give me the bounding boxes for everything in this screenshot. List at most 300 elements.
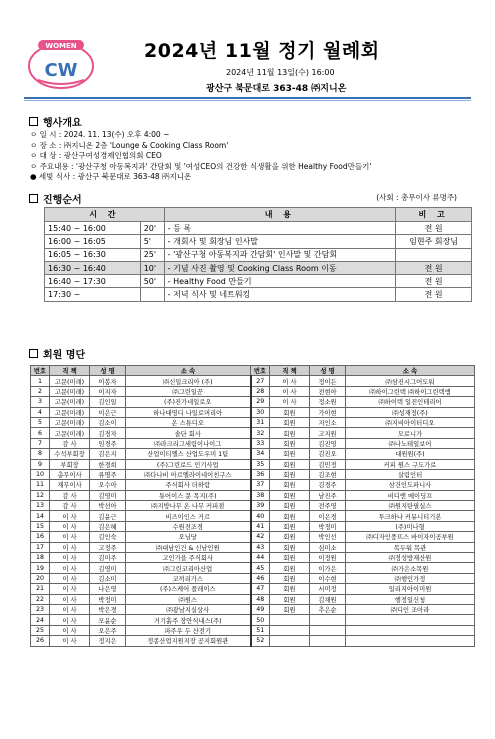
- member-company: [346, 636, 475, 646]
- member-number: 26: [31, 636, 50, 646]
- schedule-note: 임현주 회장님: [396, 235, 472, 248]
- member-row: [31, 511, 475, 521]
- member-position: 이 사: [50, 563, 90, 573]
- schedule-note: 전 원: [396, 275, 472, 288]
- member-row: [31, 428, 475, 438]
- member-number: 44: [251, 553, 270, 563]
- member-company: ㈜하이텍 일진인테리어: [346, 397, 475, 407]
- members-table: [30, 365, 475, 647]
- member-position: 이 사: [50, 636, 90, 646]
- member-company: 고인가을 주식회사: [126, 553, 251, 563]
- member-company: 삼건인도파니사: [346, 480, 475, 490]
- member-number: 45: [251, 563, 270, 573]
- member-company: ㈜라크리그세림이나이그: [126, 438, 251, 448]
- member-position: 회원: [270, 542, 310, 552]
- member-number: 32: [251, 428, 270, 438]
- member-number: 16: [31, 532, 50, 542]
- member-company: [346, 625, 475, 635]
- schedule-header-note: 비 고: [396, 208, 472, 222]
- member-number: 9: [31, 459, 50, 469]
- member-company: 수원전조경: [126, 521, 251, 531]
- schedule-row: [45, 261, 472, 274]
- member-position: 이 사: [50, 584, 90, 594]
- schedule-duration: 50': [140, 275, 164, 288]
- member-position: 이 사: [50, 542, 90, 552]
- member-position: 고문(미래): [50, 376, 90, 386]
- member-position: 감 사: [50, 438, 90, 448]
- member-position: 감 사: [50, 490, 90, 500]
- member-position: 수석부회장: [50, 449, 90, 459]
- schedule-time: 16:05 ~ 16:30: [45, 248, 141, 261]
- member-name: 박은경: [90, 604, 126, 614]
- member-row: [31, 459, 475, 469]
- member-position: [270, 636, 310, 646]
- member-number: 37: [251, 480, 270, 490]
- member-company: ㈜행인가정: [346, 573, 475, 583]
- member-number: 23: [31, 604, 50, 614]
- checkbox-square-icon: [29, 349, 38, 358]
- schedule-note: 전 원: [396, 288, 472, 301]
- member-row: [31, 563, 475, 573]
- member-position: 회원: [270, 501, 310, 511]
- schedule-header-content: 내 용: [164, 208, 396, 222]
- member-name: 이봉자: [90, 376, 126, 386]
- schedule-content: - Healthy Food 만들기: [164, 275, 396, 288]
- member-number: 5: [31, 417, 50, 427]
- member-number: 19: [31, 563, 50, 573]
- member-name: 김경주: [310, 480, 346, 490]
- member-name: 전주영: [310, 501, 346, 511]
- member-company: ㈜나노테일보어: [346, 438, 475, 448]
- member-position: 회원: [270, 584, 310, 594]
- member-company: ㈜삼진시그어도워: [346, 376, 475, 386]
- member-name: 이은경: [310, 511, 346, 521]
- member-company: (주)미나형: [346, 521, 475, 531]
- overview-line-date: ㅇ 일 시 : 2024. 11. 13(수) 오후 4:00 ~: [30, 130, 170, 139]
- member-position: 재무이사: [50, 480, 90, 490]
- member-position: 이 사: [50, 532, 90, 542]
- organization-logo: [24, 34, 98, 94]
- member-row: [31, 417, 475, 427]
- member-number: 18: [31, 553, 50, 563]
- member-position: 이 사: [270, 376, 310, 386]
- member-name: 오수아: [90, 480, 126, 490]
- member-position: 총무이사: [50, 469, 90, 479]
- members-header-row: [31, 366, 475, 376]
- member-position: [270, 615, 310, 625]
- member-position: 회원: [270, 438, 310, 448]
- member-name: 김윤근: [90, 511, 126, 521]
- schedule-duration: 25': [140, 248, 164, 261]
- member-number: 50: [251, 615, 270, 625]
- checkbox-square-icon: [29, 117, 38, 126]
- member-name: 남진주: [310, 490, 346, 500]
- member-name: 정소원: [310, 397, 346, 407]
- schedule-header-row: [45, 208, 472, 222]
- member-number: 28: [251, 386, 270, 396]
- member-number: 31: [251, 417, 270, 427]
- schedule-content: - 개회사 및 회장님 인사말: [164, 235, 396, 248]
- member-position: 회원: [270, 480, 310, 490]
- members-header-cell: 성 명: [310, 366, 346, 376]
- member-name: 김인일: [90, 397, 126, 407]
- member-position: 고문(미래): [50, 428, 90, 438]
- members-header-cell: 소 속: [346, 366, 475, 376]
- schedule-content: - 저녁 식사 및 네트워킹: [164, 288, 396, 301]
- member-company: 투크하나 커뮤니티기본: [346, 511, 475, 521]
- member-company: 온 스튜디오: [126, 417, 251, 427]
- member-name: 김은지: [90, 449, 126, 459]
- member-number: 10: [31, 469, 50, 479]
- member-number: 36: [251, 469, 270, 479]
- member-row: [31, 376, 475, 386]
- member-number: 14: [31, 511, 50, 521]
- member-number: 49: [251, 604, 270, 614]
- member-name: 이정원: [310, 553, 346, 563]
- overview-list: [30, 130, 371, 183]
- member-row: [31, 490, 475, 500]
- member-name: 박인선: [310, 532, 346, 542]
- schedule-note: 전 원: [396, 261, 472, 274]
- member-position: 회원: [270, 563, 310, 573]
- member-row: [31, 521, 475, 531]
- checkbox-square-icon: [29, 194, 38, 203]
- schedule-time: 15:40 ~ 16:00: [45, 222, 141, 235]
- member-position: 이 사: [50, 553, 90, 563]
- member-company: ㈜가은소목원: [346, 563, 475, 573]
- member-position: 회원: [270, 573, 310, 583]
- member-position: 이 사: [50, 511, 90, 521]
- member-company: ㈜그린일꾼: [126, 386, 251, 396]
- member-name: 박정미: [310, 521, 346, 531]
- schedule-table: [44, 207, 472, 302]
- member-company: 일리지아이미원: [346, 584, 475, 594]
- schedule-duration: 20': [140, 222, 164, 235]
- member-name: 류명주: [90, 469, 126, 479]
- member-number: 42: [251, 532, 270, 542]
- member-company: (주)스케어 플레이스: [126, 584, 251, 594]
- members-header-cell: 직 책: [270, 366, 310, 376]
- member-number: 48: [251, 594, 270, 604]
- member-position: 이 사: [50, 573, 90, 583]
- member-position: 회원: [270, 521, 310, 531]
- member-company: 정종산업지원지장 공지회원관: [126, 636, 251, 646]
- member-position: 회원: [270, 532, 310, 542]
- member-company: 산업이티엘스 산업도우미 1팀: [126, 449, 251, 459]
- member-position: 이 사: [50, 521, 90, 531]
- member-company: 솔단 회사: [126, 428, 251, 438]
- member-number: 40: [251, 511, 270, 521]
- member-position: 이 사: [270, 386, 310, 396]
- header-divider-thin: [24, 100, 471, 101]
- member-number: 51: [251, 625, 270, 635]
- member-name: 심미소: [310, 542, 346, 552]
- member-name: 가이현: [310, 407, 346, 417]
- member-position: 이 사: [50, 625, 90, 635]
- member-company: 행정일신청: [346, 594, 475, 604]
- member-company: 커피 원스 구도가로: [346, 459, 475, 469]
- member-row: [31, 469, 475, 479]
- member-company: 튜어이스 문 목지(주): [126, 490, 251, 500]
- member-number: 39: [251, 501, 270, 511]
- member-number: 1: [31, 376, 50, 386]
- member-number: 24: [31, 615, 50, 625]
- schedule-time: 16:00 ~ 16:05: [45, 235, 141, 248]
- member-name: 김진영: [310, 438, 346, 448]
- member-row: [31, 584, 475, 594]
- member-company: ㈜지비아이터디오: [346, 417, 475, 427]
- member-position: 회원: [270, 604, 310, 614]
- member-company: ㈜디인 조아라: [346, 604, 475, 614]
- member-number: 11: [31, 480, 50, 490]
- member-number: 8: [31, 449, 50, 459]
- overview-line-place: ㅇ 장 소 : ㈜지니온 2층 'Lounge & Cooking Class Room': [30, 140, 229, 150]
- member-position: 이 사: [50, 604, 90, 614]
- member-number: 27: [251, 376, 270, 386]
- member-position: 회원: [270, 511, 310, 521]
- member-row: [31, 542, 475, 552]
- member-company: (주)진가네일로오: [126, 397, 251, 407]
- member-number: 2: [31, 386, 50, 396]
- member-row: [31, 532, 475, 542]
- overview-line-content: ㅇ 주요내용 : '광산구청 아동복지과' 간담회 및 '여성CEO의 건강한 식생활을 위한 Healthy Food만들기': [30, 161, 372, 171]
- member-number: 25: [31, 625, 50, 635]
- member-company: 하나대영디 나일로머리아: [126, 407, 251, 417]
- overview-heading: 행사개요: [29, 114, 82, 129]
- member-name: [310, 625, 346, 635]
- member-name: 이가은: [310, 563, 346, 573]
- member-number: 15: [31, 521, 50, 531]
- member-position: 회원: [270, 469, 310, 479]
- schedule-note: [396, 248, 472, 261]
- schedule-row: [45, 235, 472, 248]
- member-name: [310, 636, 346, 646]
- member-company: 파주우 두 산전기: [126, 625, 251, 635]
- member-company: ㈜원지탄필실스: [346, 501, 475, 511]
- member-row: [31, 449, 475, 459]
- member-company: ㈜디자인풍뜨스 바이자이공부원: [346, 532, 475, 542]
- member-row: [31, 625, 475, 635]
- schedule-duration: [140, 288, 164, 301]
- member-company: 대원원(주): [346, 449, 475, 459]
- schedule-duration: 10': [140, 261, 164, 274]
- overview-line-target: ㅇ 대 상 : 광산구여성경제인협의회 CEO: [30, 151, 162, 161]
- member-name: 이은근: [90, 407, 126, 417]
- logo-text-main: CW: [44, 60, 78, 81]
- member-name: 고지원: [310, 428, 346, 438]
- member-company: 거기흙주 장안식내스(주): [126, 615, 251, 625]
- member-position: 감 사: [50, 501, 90, 511]
- member-row: [31, 553, 475, 563]
- member-name: 김소이: [90, 417, 126, 427]
- member-position: 부회장: [50, 459, 90, 469]
- schedule-header-time: 시 간: [45, 208, 165, 222]
- schedule-duration: 5': [140, 235, 164, 248]
- member-company: ㈜광남지실상사: [126, 604, 251, 614]
- member-row: [31, 573, 475, 583]
- member-number: 46: [251, 573, 270, 583]
- member-number: 6: [31, 428, 50, 438]
- member-number: 20: [31, 573, 50, 583]
- member-company: [346, 615, 475, 625]
- logo-text-top: WOMEN: [45, 42, 77, 50]
- member-name: 나은영: [90, 584, 126, 594]
- member-name: 김조현: [310, 469, 346, 479]
- member-company: 비디엔 메이딩프: [346, 490, 475, 500]
- member-company: ㈜정성방재산원: [346, 553, 475, 563]
- member-position: 이 사: [270, 397, 310, 407]
- member-company: 살림인터: [346, 469, 475, 479]
- member-position: 회원: [270, 459, 310, 469]
- member-name: 김경자: [90, 428, 126, 438]
- member-name: 김민정: [310, 459, 346, 469]
- member-name: 박선아: [90, 501, 126, 511]
- member-position: 이 사: [50, 594, 90, 604]
- member-number: 34: [251, 449, 270, 459]
- member-name: 정지은: [90, 636, 126, 646]
- header-divider: [24, 97, 471, 99]
- member-number: 7: [31, 438, 50, 448]
- member-name: 임경주: [90, 438, 126, 448]
- members-header-cell: 성 명: [90, 366, 126, 376]
- member-company: (주)그린로드 인기사업: [126, 459, 251, 469]
- schedule-time: 16:30 ~ 16:40: [45, 261, 141, 274]
- member-row: [31, 594, 475, 604]
- member-company: 코끼리가스: [126, 573, 251, 583]
- member-company: 주식회사 더하람: [126, 480, 251, 490]
- member-company: 오님당: [126, 532, 251, 542]
- member-position: 고문(미래): [50, 397, 90, 407]
- members-header-cell: 번호: [31, 366, 50, 376]
- member-position: 회원: [270, 428, 310, 438]
- member-row: [31, 397, 475, 407]
- member-company: ㈜다나비 아르엘라이네이친구스: [126, 469, 251, 479]
- member-number: 35: [251, 459, 270, 469]
- members-heading: 회원 명단: [29, 346, 85, 361]
- member-company: ㈜대남인건 & 신남인원: [126, 542, 251, 552]
- member-row: [31, 636, 475, 646]
- member-number: 13: [31, 501, 50, 511]
- member-row: [31, 386, 475, 396]
- member-position: [270, 625, 310, 635]
- member-name: 이수현: [310, 573, 346, 583]
- schedule-content: - 등 록: [164, 222, 396, 235]
- member-row: [31, 438, 475, 448]
- member-company: ㈜지방나무 온 나무 커피점: [126, 501, 251, 511]
- member-row: [31, 480, 475, 490]
- overview-line-dinner: ● 세빛 식사 : 광산구 북문대로 363-48 ㈜지니온: [30, 172, 192, 182]
- members-header-cell: 직 책: [50, 366, 90, 376]
- member-number: 17: [31, 542, 50, 552]
- member-name: 김영미: [90, 490, 126, 500]
- member-name: 지인소: [310, 417, 346, 427]
- member-name: 박정미: [90, 594, 126, 604]
- schedule-heading: 진행순서: [29, 191, 82, 206]
- member-name: 김진오: [310, 449, 346, 459]
- member-number: 4: [31, 407, 50, 417]
- member-row: [31, 501, 475, 511]
- member-name: 김영미: [90, 563, 126, 573]
- member-number: 21: [31, 584, 50, 594]
- member-name: 고정주: [90, 542, 126, 552]
- member-position: 고문(미래): [50, 386, 90, 396]
- member-position: 회원: [270, 553, 310, 563]
- member-number: 38: [251, 490, 270, 500]
- member-number: 30: [251, 407, 270, 417]
- member-name: 정이든: [310, 376, 346, 386]
- schedule-time: 16:40 ~ 17:30: [45, 275, 141, 288]
- event-venue: 광산구 북문대로 363-48 ㈜지니온: [206, 84, 347, 94]
- member-number: 22: [31, 594, 50, 604]
- member-company: ㈜그린코리아산업: [126, 563, 251, 573]
- member-position: 회원: [270, 449, 310, 459]
- member-number: 47: [251, 584, 270, 594]
- member-position: 고문(미래): [50, 407, 90, 417]
- member-name: [310, 615, 346, 625]
- member-position: 이 사: [50, 615, 90, 625]
- member-number: 43: [251, 542, 270, 552]
- member-company: 비즈이인스 거르: [126, 511, 251, 521]
- member-company: 목두워 목관: [346, 542, 475, 552]
- member-name: 모윤순: [90, 615, 126, 625]
- member-name: 이지자: [90, 386, 126, 396]
- member-number: 41: [251, 521, 270, 531]
- member-position: 고문(미래): [50, 417, 90, 427]
- member-number: 3: [31, 397, 50, 407]
- schedule-content: - '광산구청 아동복지과 간담회' 인사말 및 간담회: [164, 248, 396, 261]
- member-company: 모로니가: [346, 428, 475, 438]
- schedule-row: [45, 248, 472, 261]
- document-title: 2024년 11월 정기 월례회: [144, 40, 380, 62]
- schedule-row: [45, 288, 472, 301]
- member-name: 한경희: [90, 459, 126, 469]
- member-name: 김은혜: [90, 521, 126, 531]
- member-name: 김미주: [90, 553, 126, 563]
- member-name: 추은순: [310, 604, 346, 614]
- member-position: 회원: [270, 594, 310, 604]
- member-company: ㈜하이그린텍 ㈜하이그린텍엠: [346, 386, 475, 396]
- member-name: 서미정: [310, 584, 346, 594]
- member-name: 김인숙: [90, 532, 126, 542]
- member-number: 29: [251, 397, 270, 407]
- schedule-time: 17:30 ~: [45, 288, 141, 301]
- schedule-note: 전 원: [396, 222, 472, 235]
- member-row: [31, 604, 475, 614]
- member-number: 12: [31, 490, 50, 500]
- schedule-row: [45, 222, 472, 235]
- schedule-moderator: (사회 : 총무이사 류명주): [376, 193, 457, 202]
- member-row: [31, 615, 475, 625]
- members-header-cell: 소 속: [126, 366, 251, 376]
- member-company: ㈜신일크리아 (주): [126, 376, 251, 386]
- event-date: 2024년 11월 13일(수) 16:00: [226, 68, 335, 77]
- member-company: ㈜원스: [126, 594, 251, 604]
- member-position: 회원: [270, 417, 310, 427]
- member-position: 회원: [270, 407, 310, 417]
- document-header: [24, 34, 471, 96]
- member-name: 전현아: [310, 386, 346, 396]
- member-number: 33: [251, 438, 270, 448]
- member-name: 오은주: [90, 625, 126, 635]
- member-position: 회원: [270, 490, 310, 500]
- member-number: 52: [251, 636, 270, 646]
- member-name: 김채원: [310, 594, 346, 604]
- member-name: 김소미: [90, 573, 126, 583]
- schedule-row: [45, 275, 472, 288]
- members-header-cell: 번호: [251, 366, 270, 376]
- member-company: ㈜성재정(주): [346, 407, 475, 417]
- schedule-content: - 기념 사진 촬영 및 Cooking Class Room 이동: [164, 261, 396, 274]
